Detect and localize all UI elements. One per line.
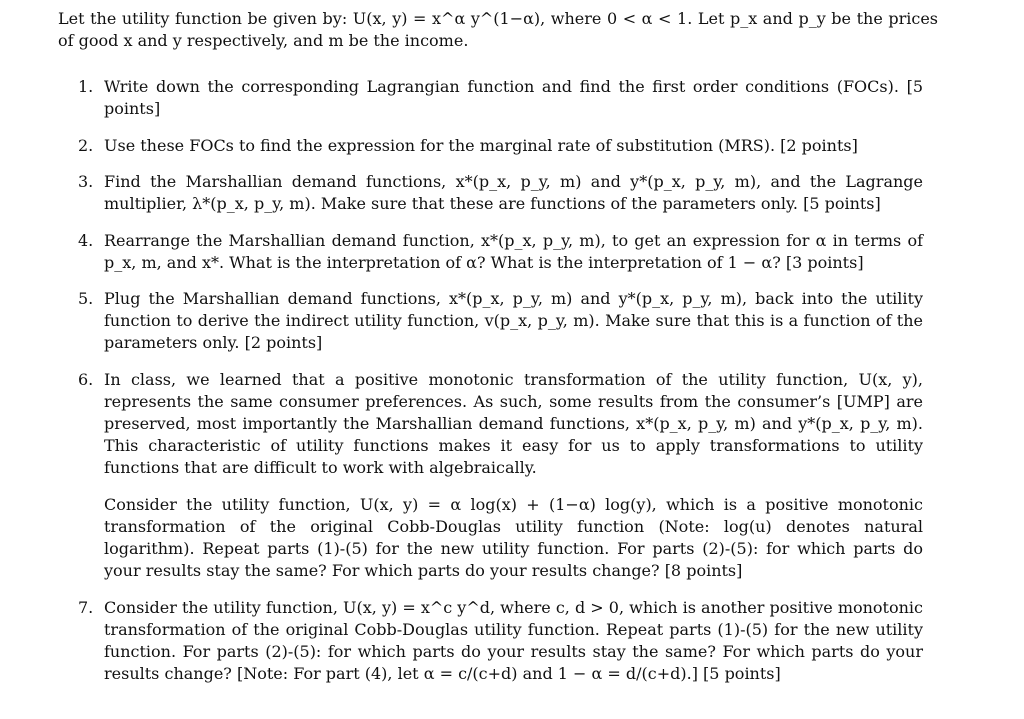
question-7	[78, 597, 923, 685]
question-text: Rearrange the Marshallian demand function, x*(p_x, p_y, m), to get an expression for α in terms of p_x, m, and x*. What is the interpretation of α? What is the interpretation of 1 − α? [3 points]	[104, 231, 923, 272]
question-text: Write down the corresponding Lagrangian function and find the first order conditions (FOCs). [5 points]	[104, 77, 923, 118]
question-4	[78, 230, 923, 274]
question-number: 7.	[78, 598, 94, 617]
question-text: Use these FOCs to find the expression for the marginal rate of substitution (MRS). [2 points]	[104, 136, 858, 155]
question-number: 3.	[78, 172, 94, 191]
question-1	[78, 76, 923, 120]
question-5	[78, 288, 923, 354]
question-text-continued: Consider the utility function, U(x, y) = α log(x) + (1−α) log(y), which is a positive monotonic transformation of the original Cobb-Douglas utility function (Note: log(u) denotes natural logarithm). Repeat parts (1)-(5) for the new utility function. For parts (2)-(5): for which parts do your results stay the same? For which parts do your results change? [8 points]	[104, 495, 923, 580]
question-text: Plug the Marshallian demand functions, x*(p_x, p_y, m) and y*(p_x, p_y, m), back into the utility function to derive the indirect utility function, v(p_x, p_y, m). Make sure that this is a function of the parameters only. [2 points]	[104, 289, 923, 352]
question-list	[78, 76, 923, 685]
question-text: Find the Marshallian demand functions, x*(p_x, p_y, m) and y*(p_x, p_y, m), and the Lagrange multiplier, λ*(p_x, p_y, m). Make sure that these are functions of the parameters only. [5 points]	[104, 172, 923, 213]
problem-intro: Let the utility function be given by: U(x, y) = x^α y^(1−α), where 0 < α < 1. Let p_x and p_y be the prices of good x and y respectively, and m be the income.	[58, 9, 939, 50]
question-number: 4.	[78, 231, 94, 250]
question-number: 6.	[78, 370, 94, 389]
question-2	[78, 135, 923, 157]
question-number: 1.	[78, 77, 94, 96]
question-3	[78, 171, 923, 215]
question-number: 2.	[78, 136, 94, 155]
question-text: In class, we learned that a positive monotonic transformation of the utility function, U(x, y), represents the same consumer preferences. As such, some results from the consumer’s [UMP] are preserved, most importantly the Marshallian demand functions, x*(p_x, p_y, m) and y*(p_x, p_y, m). This characteristic of utility functions makes it easy for us to apply transformations to utility functions that are difficult to work with algebraically.	[104, 370, 923, 477]
question-text: Consider the utility function, U(x, y) = x^c y^d, where c, d > 0, which is another positive monotonic transformation of the original Cobb-Douglas utility function. Repeat parts (1)-(5) for the new utility function. For parts (2)-(5): for which parts do your results stay the same? For which parts do your results change? [Note: For part (4), let α = c/(c+d) and 1 − α = d/(c+d).] [5 points]	[104, 598, 923, 683]
question-6	[78, 369, 923, 582]
question-number: 5.	[78, 289, 94, 308]
